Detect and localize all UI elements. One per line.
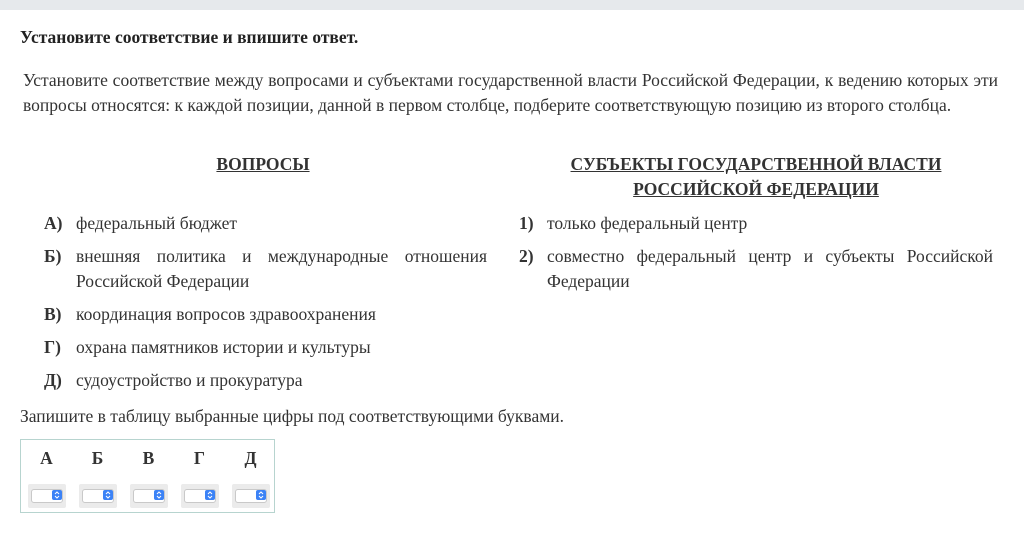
question-text: судоустройство и прокуратура	[76, 370, 303, 390]
question-item-a	[44, 211, 487, 236]
subject-text: только федеральный центр	[547, 213, 748, 233]
question-text: координация вопросов здравоохранения	[76, 304, 376, 324]
answer-column-a	[21, 440, 72, 512]
question-item-v	[44, 302, 487, 327]
question-label: Д)	[44, 370, 62, 390]
subject-item-1	[519, 211, 993, 236]
question-text: федеральный бюджет	[76, 213, 238, 233]
subject-label: 1)	[519, 213, 534, 233]
question-item-g	[44, 335, 487, 360]
answer-cell	[232, 484, 270, 508]
select-arrows-icon[interactable]	[154, 490, 164, 500]
select-arrows-icon[interactable]	[52, 490, 62, 500]
answer-instruction: Запишите в таблицу выбранные цифры под соответствующими буквами.	[20, 406, 565, 426]
question-item-b	[44, 244, 487, 294]
answer-letter: А	[40, 448, 53, 468]
select-arrows-icon[interactable]	[256, 490, 266, 500]
subject-label: 2)	[519, 246, 534, 266]
question-label: А)	[44, 213, 63, 233]
answer-cell	[79, 484, 117, 508]
answer-cell	[28, 484, 66, 508]
select-arrows-icon[interactable]	[103, 490, 113, 500]
subject-text: совместно федеральный центр и субъекты Российской Федерации	[547, 246, 993, 291]
question-text: охрана памятников истории и культуры	[76, 337, 371, 357]
answer-column-v	[123, 440, 174, 512]
select-arrows-icon[interactable]	[205, 490, 215, 500]
question-item-d	[44, 368, 487, 393]
task-intro: Установите соответствие между вопросами и субъектами государственной власти Российской Федерации, к ведению которых эти вопросы относятся: к каждой позиции, данной в первом столбце, подберите соответствующую позицию из второго столбца.	[23, 70, 998, 115]
answer-column-d	[225, 440, 276, 512]
answer-cell	[130, 484, 168, 508]
question-label: Б)	[44, 246, 62, 266]
task-title: Установите соответствие и впишите ответ.	[20, 27, 359, 47]
subjects-header: СУБЪЕКТЫ ГОСУДАРСТВЕННОЙ ВЛАСТИ РОССИЙСКОЙ ФЕДЕРАЦИИ	[570, 154, 942, 199]
answer-cell	[181, 484, 219, 508]
question-label: Г)	[44, 337, 61, 357]
answer-letter: В	[142, 448, 155, 468]
answer-letter: Д	[244, 448, 257, 468]
subject-item-2	[519, 244, 993, 294]
question-label: В)	[44, 304, 62, 324]
question-text: внешняя политика и международные отношения Российской Федерации	[76, 246, 487, 291]
top-bar	[0, 0, 1024, 10]
answer-table	[20, 439, 275, 513]
answer-column-g	[174, 440, 225, 512]
questions-header: ВОПРОСЫ	[216, 154, 310, 174]
answer-letter: Г	[193, 448, 206, 468]
answer-letter: Б	[91, 448, 104, 468]
answer-column-b	[72, 440, 123, 512]
